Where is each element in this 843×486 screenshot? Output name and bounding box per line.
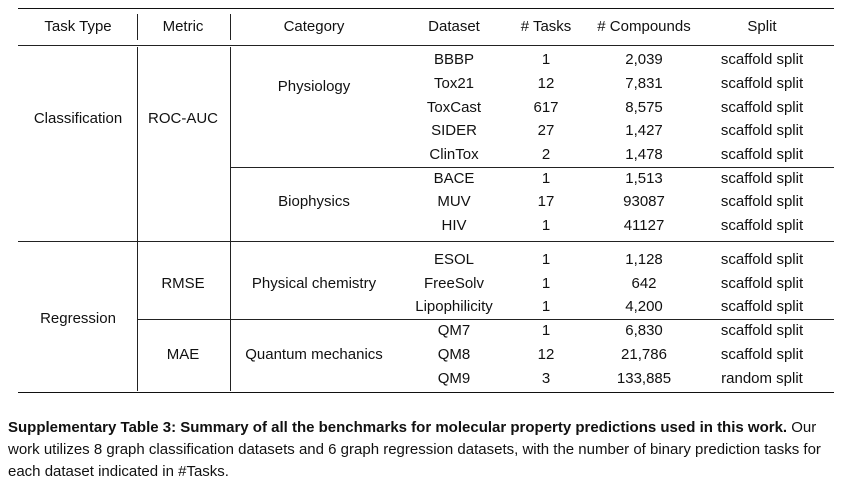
tasks-cell: 1 — [541, 170, 551, 187]
split-cell: scaffold split — [720, 251, 804, 268]
compounds-cell: 1,128 — [625, 251, 663, 268]
dataset-cell: Lipophilicity — [415, 298, 493, 315]
category-quantum-mechanics: Quantum mechanics — [245, 346, 383, 363]
compounds-cell: 21,786 — [621, 346, 667, 363]
task-type-separator — [137, 47, 138, 391]
caption-text: Our work utilizes 8 graph classification datasets and 6 graph regression datasets, with the number of binary prediction tasks for each dataset indicated in #Tasks. — [8, 419, 821, 480]
split-cell: scaffold split — [720, 75, 804, 92]
tasks-cell: 1 — [541, 322, 551, 339]
dataset-cell: SIDER — [431, 122, 477, 139]
classification-regression-rule — [18, 241, 834, 242]
compounds-cell: 41127 — [623, 217, 665, 234]
tasks-cell: 1 — [541, 251, 551, 268]
tasks-cell: 27 — [537, 122, 555, 139]
split-cell: scaffold split — [720, 51, 804, 68]
caption-label: Supplementary Table 3: Summary of all the benchmarks for molecular property predictions used in this work. — [8, 419, 788, 436]
metric-separator — [230, 47, 231, 391]
category-physical-chemistry: Physical chemistry — [251, 275, 377, 292]
header-separator-2 — [230, 14, 231, 40]
header-bottom-rule — [18, 45, 834, 46]
dataset-cell: QM9 — [437, 370, 471, 387]
split-cell: scaffold split — [720, 99, 804, 116]
metric-roc-auc: ROC-AUC — [148, 110, 218, 127]
compounds-cell: 1,478 — [625, 146, 663, 163]
table-top-rule — [18, 8, 834, 9]
compounds-cell: 2,039 — [625, 51, 663, 68]
dataset-cell: HIV — [441, 217, 467, 234]
dataset-cell: Tox21 — [433, 75, 475, 92]
compounds-cell: 93087 — [623, 193, 665, 210]
dataset-cell: FreeSolv — [423, 275, 485, 292]
dataset-cell: QM7 — [437, 322, 471, 339]
compounds-cell: 7,831 — [625, 75, 663, 92]
split-cell: scaffold split — [720, 298, 804, 315]
compounds-cell: 6,830 — [625, 322, 663, 339]
split-cell: scaffold split — [720, 217, 804, 234]
header-split: Split — [747, 18, 777, 35]
physiology-biophysics-rule — [230, 167, 834, 168]
tasks-cell: 3 — [541, 370, 551, 387]
dataset-cell: BBBP — [433, 51, 475, 68]
compounds-cell: 8,575 — [625, 99, 663, 116]
tasks-cell: 12 — [537, 346, 555, 363]
tasks-cell: 617 — [533, 99, 559, 116]
split-cell: scaffold split — [720, 170, 804, 187]
tasks-cell: 1 — [541, 298, 551, 315]
dataset-cell: ClinTox — [429, 146, 479, 163]
tasks-cell: 17 — [537, 193, 555, 210]
split-cell: scaffold split — [720, 275, 804, 292]
split-cell: scaffold split — [720, 122, 804, 139]
compounds-cell: 1,427 — [625, 122, 663, 139]
header-task-type: Task Type — [44, 18, 112, 35]
dataset-cell: BACE — [433, 170, 475, 187]
tasks-cell: 12 — [537, 75, 555, 92]
compounds-cell: 4,200 — [625, 298, 663, 315]
dataset-cell: ToxCast — [426, 99, 482, 116]
tasks-cell: 1 — [541, 217, 551, 234]
header-category: Category — [283, 18, 345, 35]
header-metric: Metric — [162, 18, 204, 35]
split-cell: random split — [721, 370, 803, 387]
compounds-cell: 642 — [631, 275, 657, 292]
category-physiology: Physiology — [277, 78, 351, 95]
dataset-cell: MUV — [437, 193, 471, 210]
split-cell: scaffold split — [720, 146, 804, 163]
compounds-cell: 1,513 — [625, 170, 663, 187]
rmse-mae-rule — [137, 319, 834, 320]
task-type-classification: Classification — [33, 110, 123, 127]
tasks-cell: 1 — [541, 51, 551, 68]
split-cell: scaffold split — [720, 346, 804, 363]
task-type-regression: Regression — [40, 310, 116, 327]
header-dataset: Dataset — [428, 18, 480, 35]
header-tasks: # Tasks — [520, 18, 572, 35]
category-biophysics: Biophysics — [278, 193, 350, 210]
metric-rmse: RMSE — [161, 275, 205, 292]
header-compounds: # Compounds — [597, 18, 691, 35]
compounds-cell: 133,885 — [616, 370, 672, 387]
metric-mae: MAE — [166, 346, 200, 363]
table-bottom-rule — [18, 392, 834, 393]
header-separator-1 — [137, 14, 138, 40]
dataset-cell: QM8 — [437, 346, 471, 363]
table-caption — [8, 417, 840, 483]
tasks-cell: 1 — [541, 275, 551, 292]
tasks-cell: 2 — [541, 146, 551, 163]
split-cell: scaffold split — [720, 322, 804, 339]
split-cell: scaffold split — [720, 193, 804, 210]
dataset-cell: ESOL — [433, 251, 475, 268]
